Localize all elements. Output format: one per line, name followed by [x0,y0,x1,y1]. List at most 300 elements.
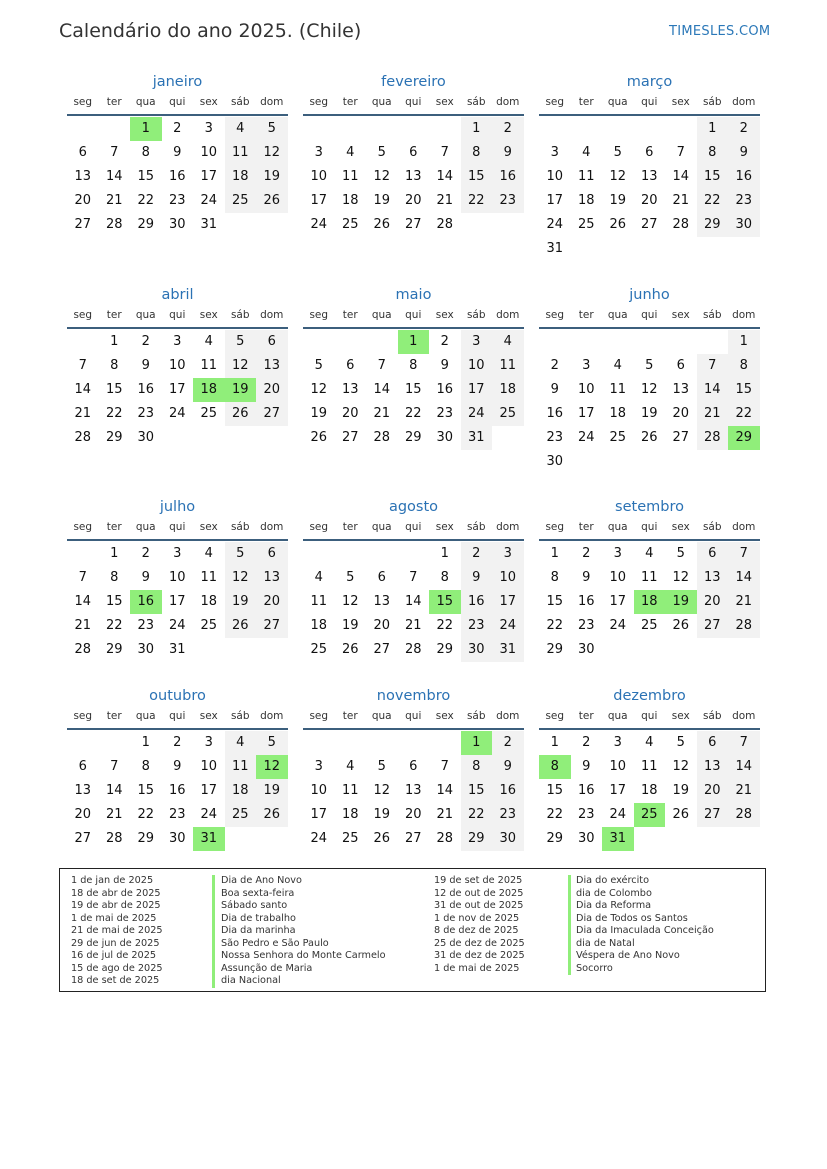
day-cell: 22 [436,618,454,633]
day-cell: 30 [168,831,186,846]
day-cell: 23 [168,807,186,822]
day-cell: 4 [645,735,654,750]
day-cell: 5 [676,735,685,750]
day-cell: 13 [672,382,690,397]
legend-entry: Dia da Imaculada Conceição [576,925,714,936]
holiday-day-cell: 31 [193,827,225,851]
day-cell: 6 [377,570,386,585]
weekday-label: qui [641,309,658,321]
day-cell: 11 [341,783,359,798]
day-cell: 29 [137,831,155,846]
day-cell: 24 [200,807,218,822]
weekday-label: sex [435,96,454,108]
day-cell: 11 [225,755,257,779]
day-cell: 31 [546,241,564,256]
day-cell: 6 [697,542,729,566]
day-cell: 21 [436,193,454,208]
weekday-label: qui [405,521,422,533]
legend-left-dates [71,875,163,988]
day-cell: 8 [141,759,150,774]
day-cell: 30 [436,430,454,445]
day-cell: 1 [550,735,559,750]
day-cell: 9 [141,358,150,373]
day-cell: 10 [461,354,493,378]
day-cell: 24 [577,430,595,445]
weekday-label: dom [260,521,284,533]
day-cell: 9 [440,358,449,373]
weekday-label: seg [309,96,329,108]
legend-entry: 15 de ago de 2025 [71,962,163,974]
day-cell: 3 [173,546,182,561]
day-cell: 17 [461,378,493,402]
day-cell: 23 [492,189,524,213]
legend-entry: Sábado santo [221,900,288,911]
day-cell: 24 [492,614,524,638]
month-title: outubro [149,688,206,704]
day-cell: 7 [377,358,386,373]
day-cell: 27 [74,831,92,846]
day-cell: 10 [200,759,218,774]
weekday-label: qua [135,521,156,533]
month-divider [303,114,524,116]
day-cell: 11 [225,141,257,165]
day-cell: 2 [492,117,524,141]
day-cell: 6 [256,330,288,354]
day-cell: 10 [200,145,218,160]
day-cell: 27 [404,831,422,846]
day-cell: 23 [137,406,155,421]
day-cell: 8 [409,358,418,373]
month-maio [303,285,524,445]
day-cell: 28 [697,426,729,450]
day-cell: 13 [341,382,359,397]
day-cell: 22 [461,803,493,827]
weekday-header [539,710,760,724]
day-cell: 28 [404,642,422,657]
day-cell: 25 [225,803,257,827]
day-cell: 2 [173,121,182,136]
day-cell: 30 [168,217,186,232]
legend-entry: 1 de nov de 2025 [434,912,520,924]
day-cell: 22 [137,193,155,208]
weekday-label: ter [578,710,594,722]
holiday-day-cell: 12 [256,755,288,779]
day-cell: 11 [200,358,218,373]
day-cell: 1 [141,735,150,750]
weekday-label: sáb [466,521,486,533]
day-cell: 27 [373,642,391,657]
day-cell: 30 [577,642,595,657]
day-cell: 4 [314,570,323,585]
holiday-day-cell: 1 [130,117,162,141]
day-cell: 25 [341,831,359,846]
day-cell: 24 [168,406,186,421]
holiday-day-cell: 16 [130,590,162,614]
day-cell: 27 [697,803,729,827]
weekday-label: seg [73,710,93,722]
day-cell: 3 [204,735,213,750]
weekday-header [67,96,288,110]
day-cell: 8 [697,141,729,165]
weekday-label: dom [732,710,756,722]
legend-right-names [576,875,714,975]
day-cell: 1 [110,334,119,349]
day-cell: 27 [74,217,92,232]
day-cell: 27 [256,402,288,426]
day-cell: 31 [168,642,186,657]
holiday-day-cell: 29 [728,426,760,450]
weekday-label: sex [671,710,690,722]
holiday-day-cell: 18 [193,378,225,402]
day-cell: 28 [728,614,760,638]
month-junho [539,285,760,469]
weekday-label: qui [641,710,658,722]
day-cell: 20 [697,779,729,803]
day-cell: 24 [546,217,564,232]
day-cell: 12 [672,570,690,585]
month-outubro [67,686,288,846]
weekday-label: dom [496,96,520,108]
day-cell: 21 [105,807,123,822]
weekday-header [539,521,760,535]
day-cell: 22 [105,618,123,633]
day-cell: 24 [200,193,218,208]
day-cell: 3 [613,735,622,750]
day-cell: 12 [672,759,690,774]
legend-entry: 1 de mai de 2025 [71,912,157,924]
day-cell: 7 [728,542,760,566]
day-cell: 21 [404,618,422,633]
legend-entry: 25 de dez de 2025 [434,937,525,949]
legend-entry: 29 de jun de 2025 [71,937,160,949]
day-cell: 28 [436,831,454,846]
day-cell: 13 [697,755,729,779]
day-cell: 10 [609,570,627,585]
day-cell: 1 [697,117,729,141]
day-cell: 9 [173,145,182,160]
day-cell: 10 [492,566,524,590]
day-cell: 23 [577,807,595,822]
day-cell: 20 [256,590,288,614]
day-cell: 5 [225,542,257,566]
day-cell: 23 [492,803,524,827]
day-cell: 10 [577,382,595,397]
day-cell: 29 [436,642,454,657]
legend-entry: Dia da marinha [221,925,296,936]
day-cell: 24 [310,831,328,846]
day-cell: 11 [492,354,524,378]
day-cell: 2 [728,117,760,141]
day-cell: 25 [640,618,658,633]
day-cell: 12 [256,141,288,165]
weekday-label: qui [169,96,186,108]
weekday-label: sex [199,521,218,533]
day-cell: 7 [440,759,449,774]
weekday-label: ter [578,521,594,533]
day-cell: 23 [168,193,186,208]
day-cell: 15 [105,594,123,609]
weekday-header [303,309,524,323]
day-cell: 28 [436,217,454,232]
holiday-legend [59,868,766,992]
day-cell: 16 [436,382,454,397]
day-cell: 8 [141,145,150,160]
month-divider [303,327,524,329]
day-cell: 29 [137,217,155,232]
day-cell: 30 [137,430,155,445]
day-cell: 7 [440,145,449,160]
day-cell: 14 [697,378,729,402]
weekday-label: dom [260,710,284,722]
weekday-label: sáb [230,309,250,321]
weekday-label: ter [106,710,122,722]
day-cell: 21 [74,618,92,633]
weekday-label: dom [496,521,520,533]
day-cell: 29 [105,642,123,657]
day-cell: 16 [728,165,760,189]
day-cell: 31 [492,638,524,662]
month-title: março [626,74,673,90]
month-divider [303,539,524,541]
month-divider [67,539,288,541]
weekday-label: qua [607,710,628,722]
weekday-label: dom [260,96,284,108]
month-dezembro [539,686,760,846]
day-cell: 11 [609,382,627,397]
day-cell: 11 [200,570,218,585]
day-cell: 1 [110,546,119,561]
day-cell: 6 [676,358,685,373]
day-cell: 15 [461,165,493,189]
day-cell: 5 [346,570,355,585]
day-cell: 29 [105,430,123,445]
day-cell: 25 [200,618,218,633]
day-cell: 4 [204,546,213,561]
day-cell: 14 [74,382,92,397]
day-cell: 18 [609,406,627,421]
day-cell: 19 [341,618,359,633]
weekday-label: sex [435,710,454,722]
day-cell: 19 [373,807,391,822]
weekday-label: ter [342,309,358,321]
weekday-label: qui [405,96,422,108]
weekday-label: sex [199,96,218,108]
month-julho [67,497,288,657]
day-cell: 9 [582,759,591,774]
day-cell: 28 [672,217,690,232]
weekday-label: qua [135,309,156,321]
legend-entry: dia de Colombo [576,887,652,899]
day-cell: 14 [728,755,760,779]
day-cell: 15 [728,378,760,402]
day-cell: 22 [404,406,422,421]
day-cell: 18 [640,783,658,798]
day-cell: 4 [225,731,257,755]
month-divider [539,728,760,730]
day-cell: 25 [310,642,328,657]
day-cell: 17 [609,594,627,609]
day-cell: 4 [492,330,524,354]
weekday-label: sáb [466,309,486,321]
month-divider [539,327,760,329]
legend-entry: 16 de jul de 2025 [71,950,157,961]
day-cell: 30 [728,213,760,237]
day-cell: 5 [377,759,386,774]
day-cell: 3 [582,358,591,373]
day-cell: 19 [310,406,328,421]
day-cell: 10 [168,358,186,373]
day-cell: 19 [225,590,257,614]
day-cell: 17 [200,169,218,184]
weekday-label: qua [371,521,392,533]
day-cell: 14 [404,594,422,609]
weekday-label: sex [435,309,454,321]
day-cell: 4 [225,117,257,141]
day-cell: 17 [310,193,328,208]
day-cell: 7 [409,570,418,585]
day-cell: 5 [256,731,288,755]
day-cell: 5 [314,358,323,373]
weekday-label: sex [671,521,690,533]
weekday-label: qua [135,710,156,722]
day-cell: 25 [609,430,627,445]
brand-link[interactable]: TIMESLES.COM [669,24,771,39]
day-cell: 12 [373,169,391,184]
day-cell: 18 [225,779,257,803]
legend-entry: 12 de out de 2025 [434,887,524,899]
day-cell: 26 [256,189,288,213]
day-cell: 30 [137,642,155,657]
day-cell: 13 [404,169,422,184]
day-cell: 17 [310,807,328,822]
day-cell: 25 [225,189,257,213]
month-divider [67,728,288,730]
legend-entry: Dia de trabalho [221,912,296,924]
day-cell: 14 [436,169,454,184]
day-cell: 21 [672,193,690,208]
day-cell: 25 [341,217,359,232]
day-cell: 26 [373,217,391,232]
weekday-label: dom [496,710,520,722]
day-cell: 6 [256,542,288,566]
legend-entry: 31 de dez de 2025 [434,950,525,961]
holiday-day-cell: 19 [225,378,257,402]
day-cell: 15 [546,783,564,798]
month-title: novembro [376,688,451,704]
day-cell: 11 [310,594,328,609]
day-cell: 10 [310,783,328,798]
weekday-header [67,521,288,535]
day-cell: 20 [404,807,422,822]
day-cell: 30 [492,827,524,851]
month-divider [303,728,524,730]
day-cell: 13 [697,566,729,590]
month-title: fevereiro [381,74,446,90]
day-cell: 27 [341,430,359,445]
day-cell: 19 [256,779,288,803]
weekday-label: sex [199,710,218,722]
day-cell: 28 [373,430,391,445]
day-cell: 9 [550,382,559,397]
legend-entry: Nossa Senhora do Monte Carmelo [221,950,386,961]
day-cell: 26 [672,618,690,633]
day-cell: 15 [697,165,729,189]
legend-entry: 19 de set de 2025 [434,875,523,886]
weekday-label: seg [545,710,565,722]
day-cell: 7 [110,759,119,774]
legend-entry: 8 de dez de 2025 [434,925,519,936]
day-cell: 8 [550,570,559,585]
legend-right-marker [568,875,571,975]
day-cell: 17 [168,594,186,609]
legend-entry: Dia de Ano Novo [221,875,302,886]
day-cell: 29 [404,430,422,445]
legend-left-marker [212,875,215,988]
weekday-label: seg [73,309,93,321]
day-cell: 13 [256,566,288,590]
day-cell: 23 [546,430,564,445]
day-cell: 16 [546,406,564,421]
weekday-label: ter [342,96,358,108]
weekday-header [67,710,288,724]
day-cell: 14 [672,169,690,184]
holiday-day-cell: 1 [461,731,493,755]
day-cell: 15 [137,783,155,798]
day-cell: 18 [492,378,524,402]
day-cell: 8 [461,755,493,779]
day-cell: 9 [141,570,150,585]
day-cell: 14 [105,783,123,798]
day-cell: 26 [341,642,359,657]
day-cell: 16 [137,382,155,397]
legend-entry: Dia do exército [576,875,650,886]
day-cell: 2 [440,334,449,349]
day-cell: 15 [461,779,493,803]
day-cell: 20 [256,378,288,402]
weekday-label: sáb [702,309,722,321]
day-cell: 4 [204,334,213,349]
weekday-label: sáb [466,96,486,108]
day-cell: 29 [461,827,493,851]
day-cell: 10 [168,570,186,585]
weekday-label: seg [545,309,565,321]
day-cell: 16 [577,783,595,798]
weekday-label: ter [342,710,358,722]
day-cell: 11 [640,759,658,774]
legend-entry: São Pedro e São Paulo [221,937,329,949]
day-cell: 16 [492,779,524,803]
day-cell: 16 [168,783,186,798]
day-cell: 21 [105,193,123,208]
weekday-label: sáb [702,710,722,722]
day-cell: 12 [341,594,359,609]
day-cell: 5 [225,330,257,354]
day-cell: 26 [672,807,690,822]
day-cell: 27 [640,217,658,232]
weekday-header [303,710,524,724]
day-cell: 19 [609,193,627,208]
day-cell: 9 [582,570,591,585]
day-cell: 13 [640,169,658,184]
day-cell: 23 [577,618,595,633]
day-cell: 21 [436,807,454,822]
day-cell: 2 [492,731,524,755]
weekday-label: qui [405,309,422,321]
day-cell: 6 [409,759,418,774]
day-cell: 18 [225,165,257,189]
day-cell: 26 [225,614,257,638]
day-cell: 26 [609,217,627,232]
